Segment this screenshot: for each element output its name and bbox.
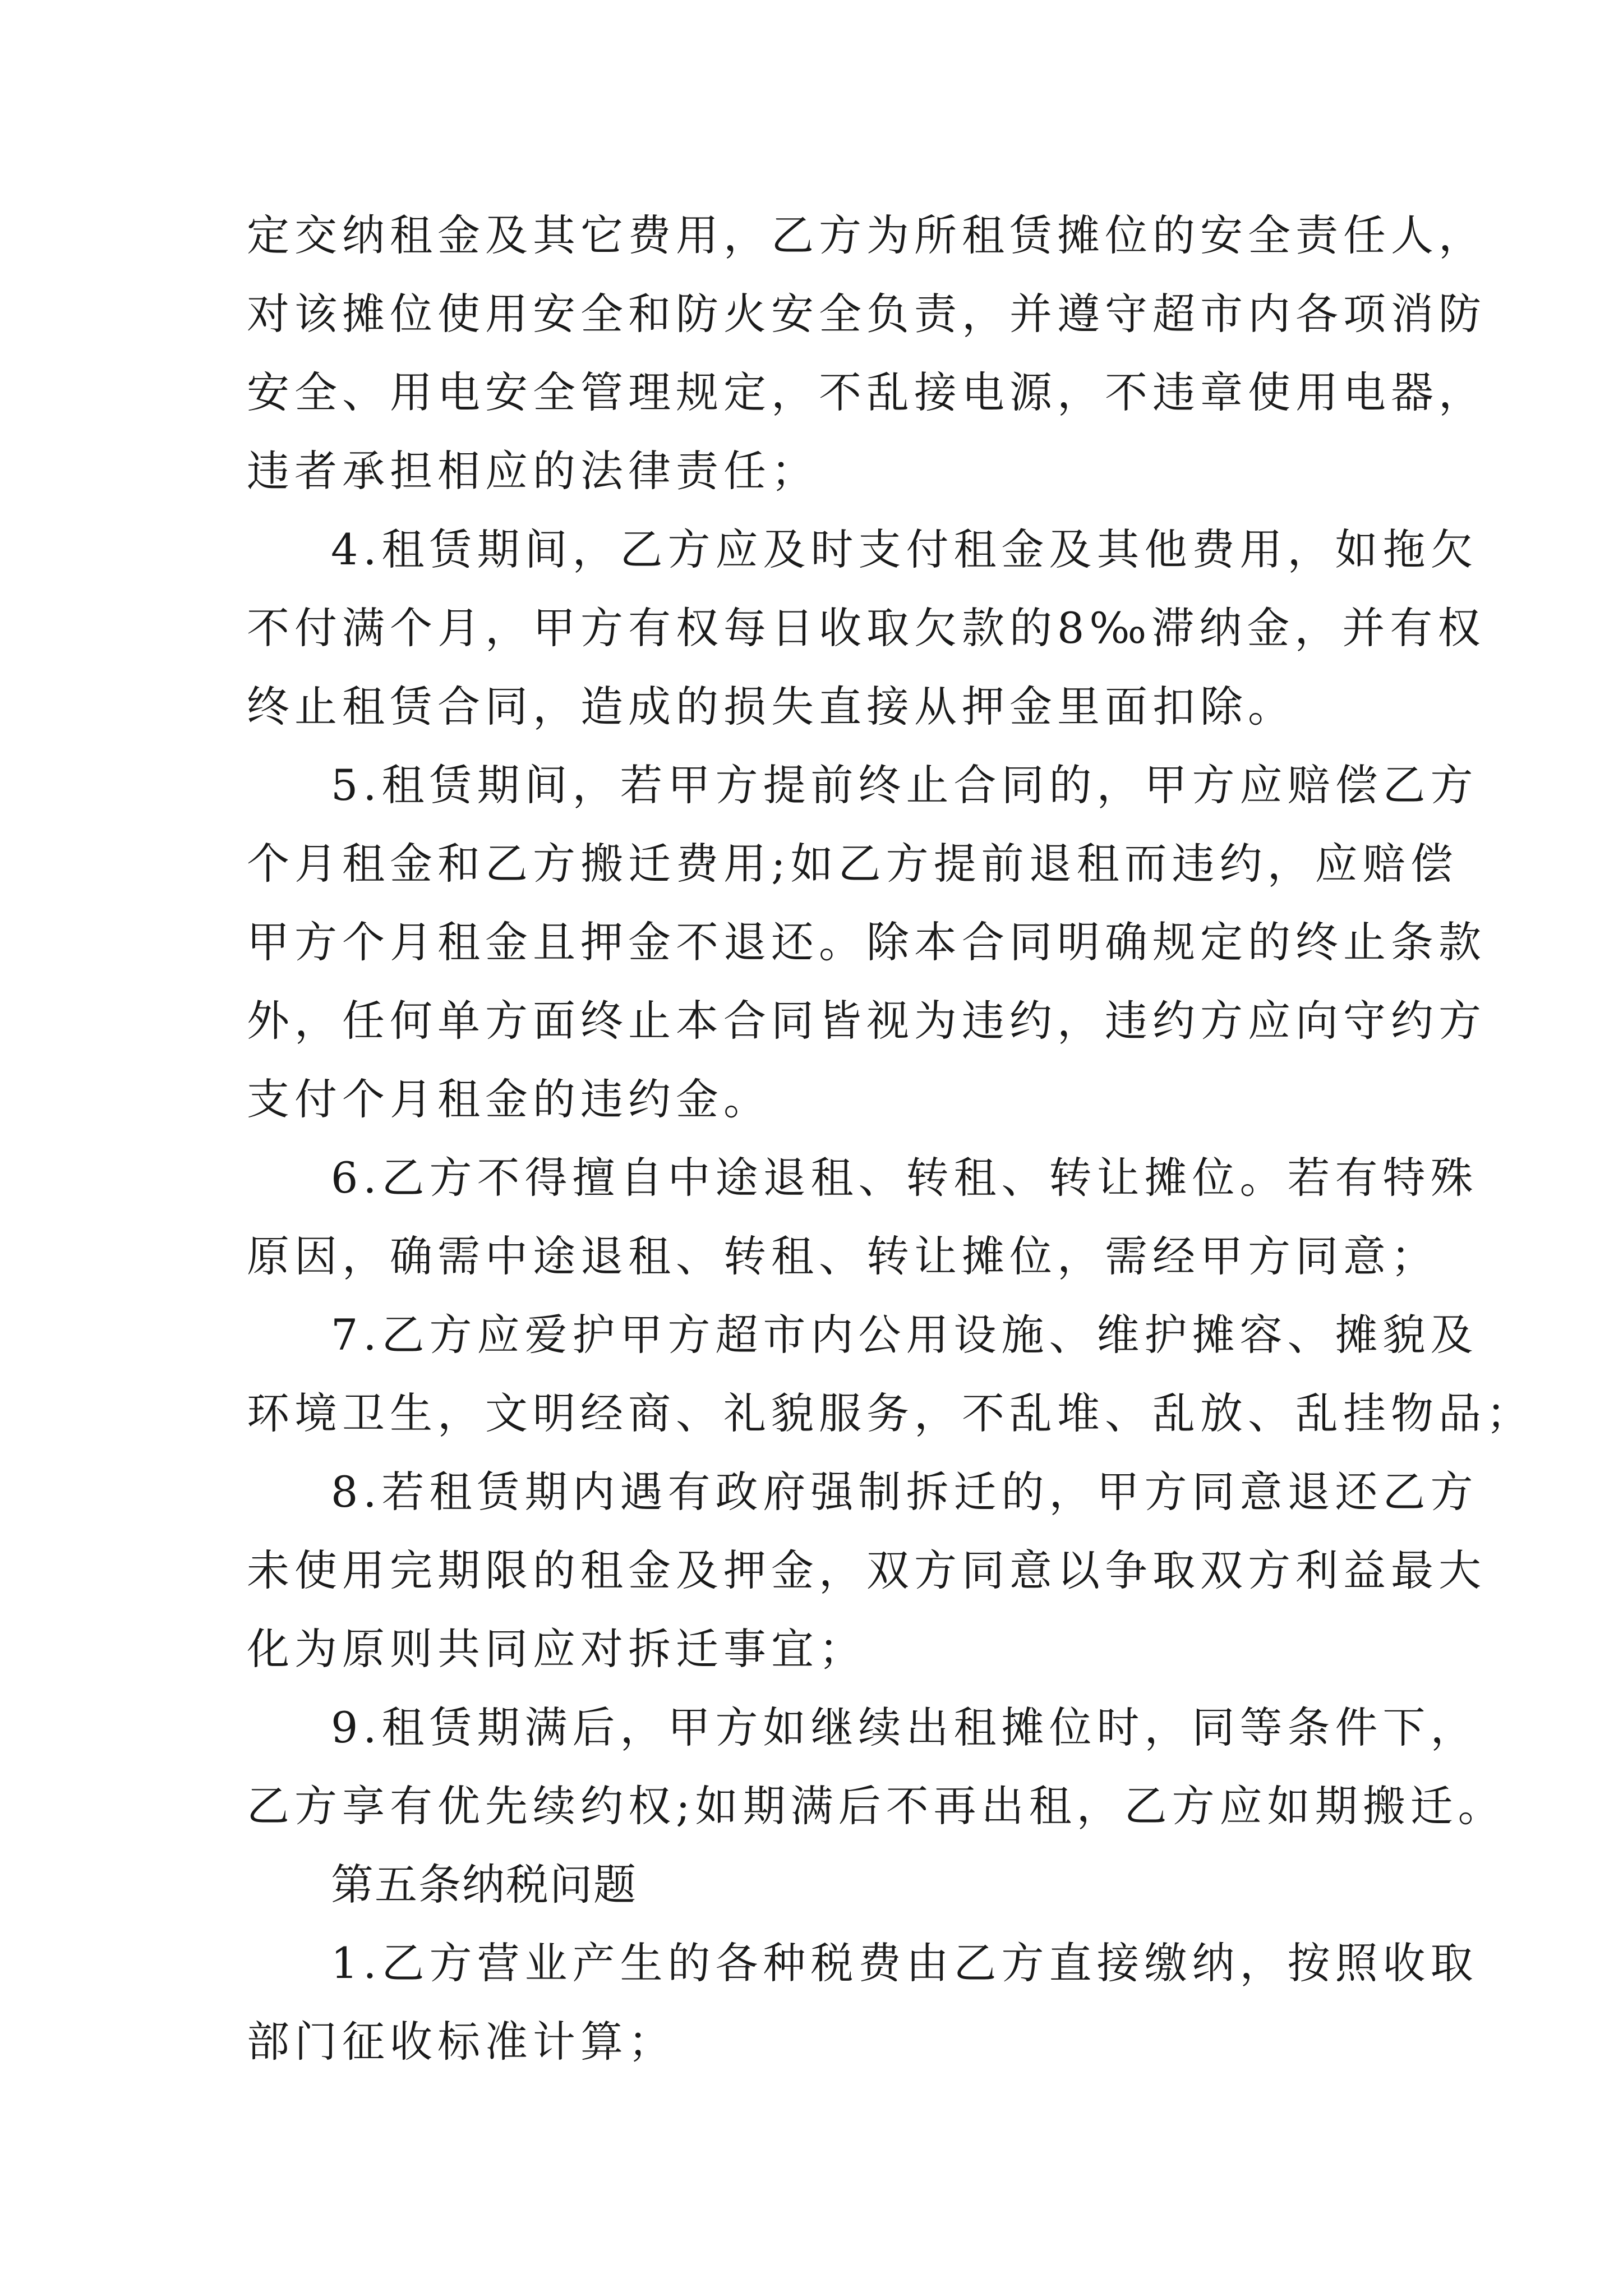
clause-7-start: 7.乙方应爱护甲方超市内公用设施、维护摊容、摊貌及 xyxy=(331,1310,1478,1360)
text-line: 安全、用电安全管理规定，不乱接电源，不违章使用电器， xyxy=(247,367,1486,417)
text-line: 外，任何单方面终止本合同皆视为违约，违约方应向守约方 xyxy=(247,996,1486,1046)
clause-8-start: 8.若租赁期内遇有政府强制拆迁的，甲方同意退还乙方 xyxy=(331,1467,1478,1517)
text-line: 不付满个月，甲方有权每日收取欠款的8‰滞纳金，并有权 xyxy=(247,603,1486,653)
clause-5-start: 5.租赁期间，若甲方提前终止合同的，甲方应赔偿乙方 xyxy=(331,760,1478,810)
text-line: 个月租金和乙方搬迁费用;如乙方提前退租而违约，应赔偿 xyxy=(247,839,1458,889)
text-line: 终止租赁合同，造成的损失直接从押金里面扣除。 xyxy=(247,682,1295,731)
text-line: 违者承担相应的法律责任； xyxy=(247,446,819,496)
tax-clause-1-start: 1.乙方营业产生的各种税费由乙方直接缴纳，按照收取 xyxy=(331,1938,1478,1988)
text-line: 定交纳租金及其它费用，乙方为所租赁摊位的安全责任人， xyxy=(247,210,1486,260)
section-heading: 第五条纳税问题 xyxy=(331,1860,637,1910)
text-line: 对该摊位使用安全和防火安全负责，并遵守超市内各项消防 xyxy=(247,289,1486,339)
text-line: 支付个月租金的违约金。 xyxy=(247,1074,771,1124)
clause-9-start: 9.租赁期满后，甲方如继续出租摊位时，同等条件下， xyxy=(331,1703,1478,1752)
text-line: 原因，确需中途退租、转租、转让摊位，需经甲方同意； xyxy=(247,1231,1438,1281)
text-line: 化为原则共同应对拆迁事宜； xyxy=(247,1624,866,1674)
text-line: 乙方享有优先续约权;如期满后不再出租，乙方应如期搬迁。 xyxy=(247,1781,1506,1831)
text-line: 甲方个月租金且押金不退还。除本合同明确规定的终止条款 xyxy=(247,917,1486,967)
text-line: 环境卫生，文明经商、礼貌服务，不乱堆、乱放、乱挂物品； xyxy=(247,1388,1534,1438)
text-line: 部门征收标准计算； xyxy=(247,2017,676,2067)
text-line: 未使用完期限的租金及押金，双方同意以争取双方利益最大 xyxy=(247,1545,1486,1595)
clause-6-start: 6.乙方不得擅自中途退租、转租、转让摊位。若有特殊 xyxy=(331,1153,1478,1203)
clause-4-start: 4.租赁期间，乙方应及时支付租金及其他费用，如拖欠 xyxy=(331,524,1478,574)
